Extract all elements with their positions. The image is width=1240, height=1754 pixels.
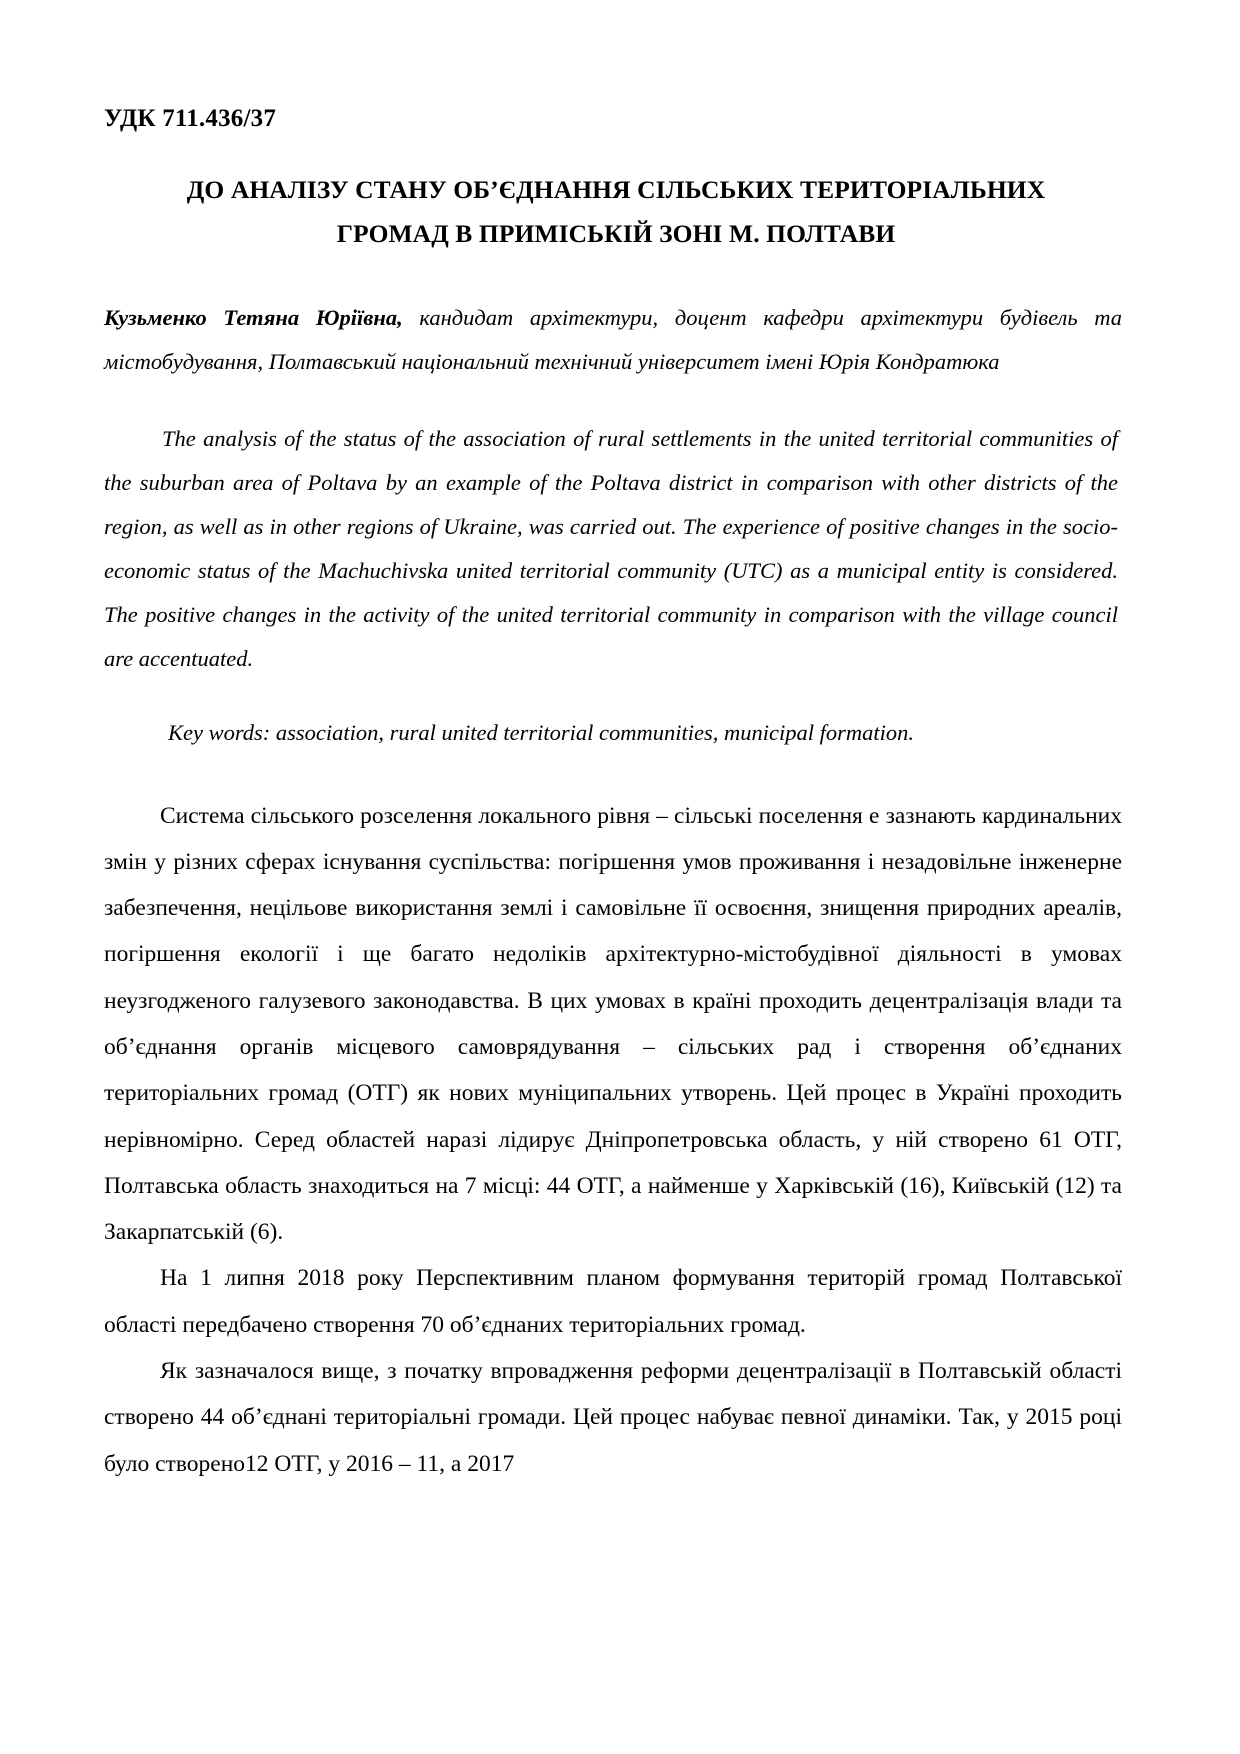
author-name: Кузьменко Тетяна Юріївна, [104,304,403,330]
title-line-1: ДО АНАЛІЗУ СТАНУ ОБ’ЄДНАННЯ СІЛЬСЬКИХ ТЕРИТОРІАЛЬНИХ [186,175,1046,204]
author-block [104,296,1122,384]
body-paragraph-2: На 1 липня 2018 року Перспективним планом формування територій громад Полтавської області передбачено створення 70 об’єднаних територіальних громад. [104,1265,1122,1338]
page-title [110,168,1122,256]
keywords-line: Key words: association, rural united territorial communities, municipal formation. [168,719,915,745]
title-line-2: ГРОМАД В ПРИМІСЬКІЙ ЗОНІ М. ПОЛТАВИ [336,218,896,248]
body-paragraph-1: Система сільського розселення локального рівня – сільські поселення е зазнають кардинальних змін у різних сферах існування суспільства: погіршення умов проживання і незадовільне інженерне забезпечення, нецільове використання землі і самовільне її освоєння, знищення природних ареалів, погіршення екології і ще багато недоліків архітектурно-містобудівної діяльності в умовах неузгодженого галузевого законодавства. В цих умовах в країні проходить децентралізація влади та об’єднання органів місцевого самоврядування – сільських рад і створення об’єднаних територіальних громад (ОТГ) як нових муніципальних утворень. Цей процес в Україні проходить нерівномірно. Серед областей наразі лідирує Дніпропетровська область, у ній створено 61 ОТГ, Полтавська область знаходиться на 7 місці: 44 ОТГ, а найменше у Харківській (16), Київській (12) та Закарпатській (6). [104,802,1122,1246]
abstract-text: The analysis of the status of the association of rural settlements in the united territorial communities of the suburban area of Poltava by an example of the Poltava district in comparison with other districts of the region, as well as in other regions of Ukraine, was carried out. The experience of positive changes in the socio-economic status of the Machuchivska united territorial community (UTC) as a municipal entity is considered. The positive changes in the activity of the united territorial community in comparison with the village council are accentuated. [104,426,1118,671]
author-affiliation: кандидат архітектури, доцент кафедри архітектури будівель та містобудування, Полтавський національний технічний університет імені Юрія Кондратюка [104,304,1122,374]
udc-code: УДК 711.436/37 [104,105,277,132]
body-paragraph-3: Як зазначалося вище, з початку впровадження реформи децентралізації в Полтавській області створено 44 об’єднані територіальні громади. Цей процес набуває певної динаміки. Так, у 2015 році було створено12 ОТГ, у 2016 – 11, а 2017 [104,1357,1122,1477]
